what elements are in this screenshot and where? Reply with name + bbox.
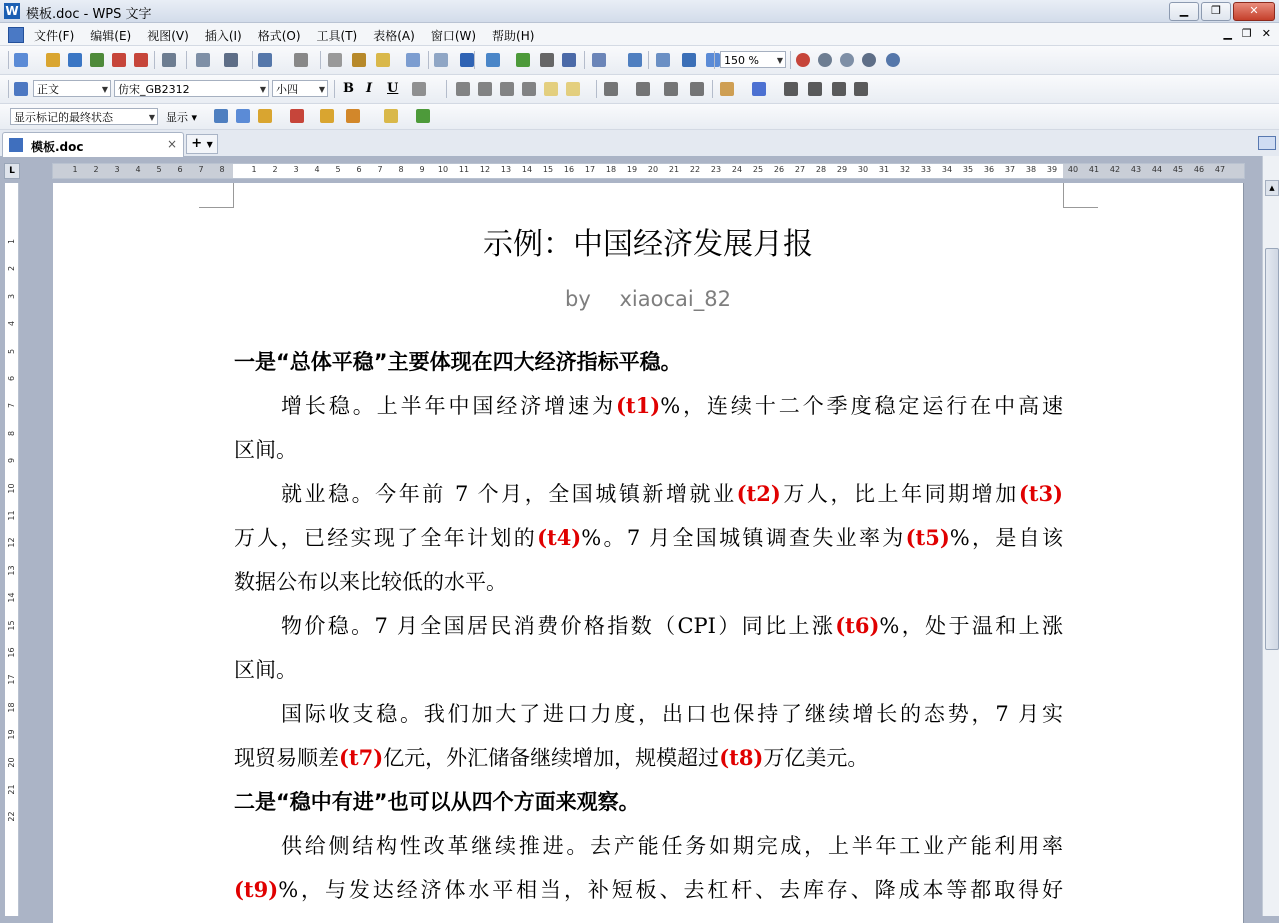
- paragraph-line: [234, 742, 1063, 772]
- placeholder-value: (t7): [339, 745, 384, 770]
- toolbar-icon[interactable]: [412, 82, 426, 96]
- ruler-tick-label: 19: [7, 729, 16, 740]
- ruler-tick-label: 23: [710, 165, 722, 174]
- window-title: 模板.doc - WPS 文字: [26, 7, 152, 22]
- ruler-tick-label: 14: [521, 165, 533, 174]
- ruler-tick-label: 24: [731, 165, 743, 174]
- toolbar-separator: [474, 51, 475, 69]
- chevron-down-icon: ▼: [148, 113, 155, 122]
- toolbar-icon[interactable]: [796, 53, 810, 67]
- menu-item[interactable]: 视图(V): [147, 29, 189, 43]
- toolbar-icon[interactable]: [664, 82, 678, 96]
- ruler-tick-label: 20: [647, 165, 659, 174]
- toolbar-separator: [648, 51, 649, 69]
- toolbar-icon[interactable]: [500, 82, 514, 96]
- toolbar-icon[interactable]: [604, 82, 618, 96]
- ruler-tick-label: 25: [752, 165, 764, 174]
- ruler-tick-label: 45: [1172, 165, 1184, 174]
- ruler-tick-label: 11: [7, 510, 16, 521]
- toolbar-icon[interactable]: [854, 82, 868, 96]
- toolbar-icon[interactable]: [14, 53, 28, 67]
- toolbar-icon[interactable]: [886, 53, 900, 67]
- close-button[interactable]: ✕: [1233, 2, 1275, 21]
- horizontal-ruler[interactable]: [52, 163, 1245, 179]
- toolbar-icon[interactable]: [486, 53, 500, 67]
- ruler-tick-label: 1: [251, 165, 257, 174]
- ruler-tick-label: 1: [72, 165, 78, 174]
- wps-logo-icon: W: [5, 4, 19, 18]
- toolbar-icon[interactable]: [46, 53, 60, 67]
- toolbar-icon[interactable]: [376, 53, 390, 67]
- menu-item[interactable]: 文件(F): [34, 29, 75, 43]
- paragraph-line: [234, 346, 1063, 376]
- ruler-tick-label: 13: [7, 565, 16, 576]
- ruler-tick-label: 41: [1088, 165, 1100, 174]
- ruler-tick-label: 4: [135, 165, 141, 174]
- toolbar-icon[interactable]: [456, 82, 470, 96]
- paragraph-line: [234, 830, 1063, 860]
- text-run: 万人，已经实现了全年计划的: [234, 526, 538, 550]
- toolbar-icon[interactable]: [562, 53, 576, 67]
- ruler-tick-label: 3: [7, 293, 16, 299]
- paragraph-line: [234, 874, 1063, 904]
- document-title: 示例：中国经济发展月报: [483, 227, 813, 262]
- toolbar-icon[interactable]: [134, 53, 148, 67]
- toolbar-icon[interactable]: [544, 82, 558, 96]
- toolbar-icon[interactable]: [214, 109, 228, 123]
- ruler-tick-label: 18: [605, 165, 617, 174]
- ruler-tick-label: 18: [7, 702, 16, 713]
- ruler-tick-label: 12: [7, 537, 16, 548]
- toolbar-icon[interactable]: [346, 109, 360, 123]
- bold-button[interactable]: B: [343, 81, 354, 96]
- tab-stop-selector[interactable]: L: [4, 163, 20, 179]
- toolbar-icon[interactable]: [784, 82, 798, 96]
- toolbar-icon[interactable]: [540, 53, 554, 67]
- text-run: 数据公布以来比较低的水平。: [234, 570, 507, 594]
- toolbar-separator: [596, 80, 597, 98]
- standard-toolbar: [0, 46, 1279, 75]
- ruler-tick-label: 15: [542, 165, 554, 174]
- ruler-tick-label: 9: [419, 165, 425, 174]
- text-run: %。7 月全国城镇调查失业率为: [581, 526, 906, 550]
- ruler-tick-label: 36: [983, 165, 995, 174]
- text-run: %，与发达经济体水平相当，补短板、去杠杆、去库存、降成本等都取得好: [278, 878, 1063, 902]
- chevron-down-icon: ▼: [776, 56, 783, 65]
- zoom-select[interactable]: [720, 51, 786, 68]
- toolbar-icon[interactable]: [478, 82, 492, 96]
- text-run: 区间。: [234, 438, 297, 462]
- toolbar-icon[interactable]: [862, 53, 876, 67]
- chevron-down-icon: ▼: [318, 85, 325, 94]
- scrollbar-thumb[interactable]: [1265, 248, 1279, 650]
- toolbar-separator: [186, 51, 187, 69]
- ruler-tick-label: 16: [7, 647, 16, 658]
- ruler-left-margin: [53, 164, 233, 178]
- ruler-tick-label: 20: [7, 757, 16, 768]
- placeholder-value: (t3): [1018, 481, 1063, 506]
- restore-button[interactable]: ❐: [1201, 2, 1231, 21]
- menu-item[interactable]: 插入(I): [204, 29, 242, 43]
- ruler-tick-label: 21: [7, 784, 16, 795]
- ruler-tick-label: 9: [7, 458, 16, 464]
- toolbar-icon[interactable]: [636, 82, 650, 96]
- ruler-tick-label: 35: [962, 165, 974, 174]
- ruler-tick-label: 5: [335, 165, 341, 174]
- text-run: 万人，比上年同期增加: [780, 482, 1019, 506]
- font-value: 仿宋_GB2312: [118, 83, 190, 96]
- text-run: 现贸易顺差: [234, 746, 339, 770]
- toolbar-icon[interactable]: [522, 82, 536, 96]
- toolbar-icon[interactable]: [706, 53, 720, 67]
- placeholder-value: (t6): [835, 613, 880, 638]
- track-state-select[interactable]: [10, 108, 158, 125]
- toolbar-separator: [428, 51, 429, 69]
- placeholder-value: (t2): [736, 481, 781, 506]
- toolbar-icon[interactable]: [236, 109, 250, 123]
- italic-button[interactable]: I: [366, 81, 373, 96]
- ruler-tick-label: 14: [7, 592, 16, 603]
- word-doc-icon: [9, 138, 23, 152]
- ruler-tick-label: 22: [689, 165, 701, 174]
- toolbar-icon[interactable]: [352, 53, 366, 67]
- mdi-controls: [1223, 27, 1271, 40]
- paragraph-line: [234, 610, 1063, 640]
- toolbar-separator: [584, 51, 585, 69]
- ruler-tick-label: 6: [7, 375, 16, 382]
- placeholder-value: (t5): [905, 525, 950, 550]
- doc-close-icon[interactable]: ✕: [1261, 27, 1271, 40]
- styles-icon[interactable]: [14, 82, 28, 96]
- text-run: %，处于温和上涨: [879, 614, 1063, 638]
- font-size-value: 小四: [276, 83, 298, 96]
- text-run: 亿元，外汇储备继续增加，规模超过: [383, 746, 720, 770]
- paragraph-line: [234, 698, 1063, 728]
- menu-item[interactable]: 帮助(H): [492, 29, 535, 43]
- ruler-tick-label: 3: [293, 165, 299, 174]
- toolbar-icon[interactable]: [224, 53, 238, 67]
- ruler-tick-label: 12: [479, 165, 491, 174]
- toolbar-icon[interactable]: [196, 53, 210, 67]
- menu-item[interactable]: 格式(O): [257, 29, 301, 43]
- toolbar-icon[interactable]: [592, 53, 606, 67]
- plus-icon: +: [191, 136, 203, 151]
- text-run: 供给侧结构性改革继续推进。去产能任务如期完成，上半年工业产能利用率: [281, 834, 1063, 858]
- toolbar-separator: [8, 51, 9, 69]
- toolbar-icon[interactable]: [384, 109, 398, 123]
- ruler-tick-label: 47: [1214, 165, 1226, 174]
- toolbar-icon[interactable]: [90, 53, 104, 67]
- ruler-tick-label: 33: [920, 165, 932, 174]
- ruler-tick-label: 10: [7, 483, 16, 494]
- toolbar-icon[interactable]: [460, 53, 474, 67]
- text-run: 增长稳。上半年中国经济增速为: [281, 394, 616, 418]
- ruler-tick-label: 39: [1046, 165, 1058, 174]
- ruler-tick-label: 5: [156, 165, 162, 174]
- ruler-tick-label: 6: [177, 165, 183, 174]
- toolbar-icon[interactable]: [656, 53, 670, 67]
- ruler-tick-label: 10: [437, 165, 449, 174]
- toolbar-separator: [154, 51, 155, 69]
- toolbar-separator: [446, 80, 447, 98]
- document-icon[interactable]: [8, 27, 24, 43]
- menu-item[interactable]: 表格(A): [373, 29, 415, 43]
- text-run: 区间。: [234, 658, 297, 682]
- placeholder-value: (t4): [537, 525, 582, 550]
- ruler-tick-label: 8: [398, 165, 404, 174]
- text-run: 一是“总体平稳”主要体现在四大经济指标平稳。: [234, 350, 682, 374]
- paragraph-line: [234, 434, 1063, 464]
- menu-bar: [0, 23, 1279, 46]
- toolbar-separator: [8, 80, 9, 98]
- review-toolbar: [0, 104, 1279, 130]
- paragraph-line: [234, 478, 1063, 508]
- doc-minimize-icon[interactable]: ▁: [1223, 27, 1232, 40]
- style-select[interactable]: [33, 80, 111, 97]
- text-run: 就业稳。今年前 7 个月，全国城镇新增就业: [281, 482, 737, 506]
- ruler-tick-label: 7: [377, 165, 383, 174]
- toolbar-icon[interactable]: [294, 53, 308, 67]
- toolbar-icon[interactable]: [832, 82, 846, 96]
- chevron-down-icon: ▼: [259, 85, 266, 94]
- text-run: 二是“稳中有进”也可以从四个方面来观察。: [234, 790, 640, 814]
- vertical-ruler[interactable]: [5, 183, 19, 916]
- document-tab-bar: [0, 130, 1279, 157]
- style-value: 正文: [37, 83, 59, 96]
- ruler-tick-label: 15: [7, 620, 16, 631]
- close-tab-icon[interactable]: ×: [166, 137, 177, 151]
- ruler-tick-label: 19: [626, 165, 638, 174]
- ruler-tick-label: 31: [878, 165, 890, 174]
- text-run: %，是自该: [949, 526, 1063, 550]
- ruler-tick-label: 29: [836, 165, 848, 174]
- toolbar-icon[interactable]: [406, 53, 420, 67]
- toolbar-icon[interactable]: [690, 82, 704, 96]
- placeholder-value: (t9): [234, 877, 279, 902]
- ruler-tick-label: 21: [668, 165, 680, 174]
- show-label: 显示: [166, 111, 188, 124]
- paragraph-line: [234, 390, 1063, 420]
- track-state-value: 显示标记的最终状态: [14, 111, 113, 124]
- document-page[interactable]: [53, 183, 1243, 923]
- crop-mark-top-right: [1063, 183, 1098, 208]
- toolbar-separator: [712, 80, 713, 98]
- toolbar-icon[interactable]: [162, 53, 176, 67]
- placeholder-value: (t8): [719, 745, 764, 770]
- paragraph-line: [234, 522, 1063, 552]
- ruler-tick-label: 2: [272, 165, 278, 174]
- underline-button[interactable]: U: [387, 81, 399, 96]
- ruler-tick-label: 6: [356, 165, 362, 174]
- ruler-tick-label: 28: [815, 165, 827, 174]
- menu-list: [34, 27, 534, 44]
- paragraph-line: [234, 566, 1063, 596]
- ruler-tick-label: 27: [794, 165, 806, 174]
- ruler-tick-label: 8: [219, 165, 225, 174]
- toolbar-icon[interactable]: [840, 53, 854, 67]
- ruler-tick-label: 22: [7, 811, 16, 822]
- document-tab[interactable]: [2, 132, 184, 157]
- placeholder-value: (t1): [616, 393, 661, 418]
- ruler-tick-label: 44: [1151, 165, 1163, 174]
- menu-item[interactable]: 工具(T): [316, 29, 358, 43]
- ruler-tick-label: 8: [7, 430, 16, 436]
- font-size-select[interactable]: [272, 80, 328, 97]
- ruler-tick-label: 32: [899, 165, 911, 174]
- toolbar-icon[interactable]: [112, 53, 126, 67]
- ruler-tick-label: 13: [500, 165, 512, 174]
- text-run: 物价稳。7 月全国居民消费价格指数（CPI）同比上涨: [281, 614, 836, 638]
- ruler-tick-label: 2: [7, 266, 16, 272]
- ruler-tick-label: 11: [458, 165, 470, 174]
- menu-item[interactable]: 编辑(E): [90, 29, 132, 43]
- ruler-tick-label: 43: [1130, 165, 1142, 174]
- text-run: %，连续十二个季度稳定运行在中高速: [660, 394, 1063, 418]
- task-pane-icon[interactable]: [1258, 136, 1276, 150]
- ruler-tick-label: 7: [7, 403, 16, 409]
- ruler-tick-label: 1: [7, 238, 16, 245]
- font-select[interactable]: [114, 80, 269, 97]
- ruler-tick-label: 4: [314, 165, 320, 174]
- toolbar-separator: [334, 80, 335, 98]
- vertical-scrollbar[interactable]: [1262, 156, 1279, 916]
- menu-item[interactable]: 窗口(W): [430, 29, 477, 43]
- ruler-tick-label: 17: [7, 674, 16, 685]
- toolbar-icon[interactable]: [720, 82, 734, 96]
- chevron-down-icon: ▼: [101, 85, 108, 94]
- formatting-toolbar: [0, 75, 1279, 104]
- chevron-down-icon: ▼: [206, 140, 213, 149]
- text-run: 国际收支稳。我们加大了进口力度，出口也保持了继续增长的态势，7 月实: [281, 702, 1063, 726]
- ruler-tick-label: 37: [1004, 165, 1016, 174]
- zoom-value: 150 %: [724, 54, 759, 67]
- ruler-tick-label: 34: [941, 165, 953, 174]
- crop-mark-top-left: [199, 183, 234, 208]
- toolbar-icon[interactable]: [628, 53, 642, 67]
- toolbar-icon[interactable]: [68, 53, 82, 67]
- ruler-tick-label: 4: [7, 321, 16, 327]
- paragraph-line: [234, 786, 1063, 816]
- ruler-tick-label: 5: [7, 348, 16, 354]
- paragraph-line: [234, 654, 1063, 684]
- ruler-tick-label: 26: [773, 165, 785, 174]
- toolbar-separator: [252, 51, 253, 69]
- toolbar-icon[interactable]: [818, 53, 832, 67]
- ruler-tick-label: 42: [1109, 165, 1121, 174]
- text-run: 万亿美元。: [763, 746, 869, 770]
- toolbar-separator: [790, 51, 791, 69]
- toolbar-icon[interactable]: [516, 53, 530, 67]
- ruler-tick-label: 7: [198, 165, 204, 174]
- new-tab-button[interactable]: [186, 134, 218, 154]
- toolbar-separator: [320, 51, 321, 69]
- toolbar-separator: [714, 51, 715, 69]
- ruler-tick-label: 30: [857, 165, 869, 174]
- ruler-tick-label: 17: [584, 165, 596, 174]
- document-tab-label: 模板.doc: [31, 140, 84, 154]
- ruler-tick-label: 38: [1025, 165, 1037, 174]
- toolbar-icon[interactable]: [328, 53, 342, 67]
- ruler-tick-label: 46: [1193, 165, 1205, 174]
- document-byline: by xiaocai_82: [565, 287, 731, 311]
- toolbar-icon[interactable]: [808, 82, 822, 96]
- toolbar-icon[interactable]: [752, 82, 766, 96]
- toolbar-icon[interactable]: [258, 53, 272, 67]
- window-controls: [1169, 2, 1275, 21]
- toolbar-icon[interactable]: [416, 109, 430, 123]
- toolbar-icon[interactable]: [258, 109, 272, 123]
- toolbar-icon[interactable]: [682, 53, 696, 67]
- ruler-tick-label: 16: [563, 165, 575, 174]
- title-bar: [0, 0, 1279, 23]
- minimize-button[interactable]: ▁: [1169, 2, 1199, 21]
- toolbar-icon[interactable]: [290, 109, 304, 123]
- scroll-up-icon[interactable]: ▲: [1265, 180, 1279, 196]
- ruler-tick-label: 2: [93, 165, 99, 174]
- toolbar-icon[interactable]: [434, 53, 448, 67]
- ruler-tick-label: 40: [1067, 165, 1079, 174]
- doc-restore-icon[interactable]: ❐: [1241, 27, 1252, 40]
- toolbar-icon[interactable]: [320, 109, 334, 123]
- toolbar-icon[interactable]: [566, 82, 580, 96]
- show-menu-button[interactable]: 显示 ▾: [166, 111, 198, 124]
- ruler-tick-label: 3: [114, 165, 120, 174]
